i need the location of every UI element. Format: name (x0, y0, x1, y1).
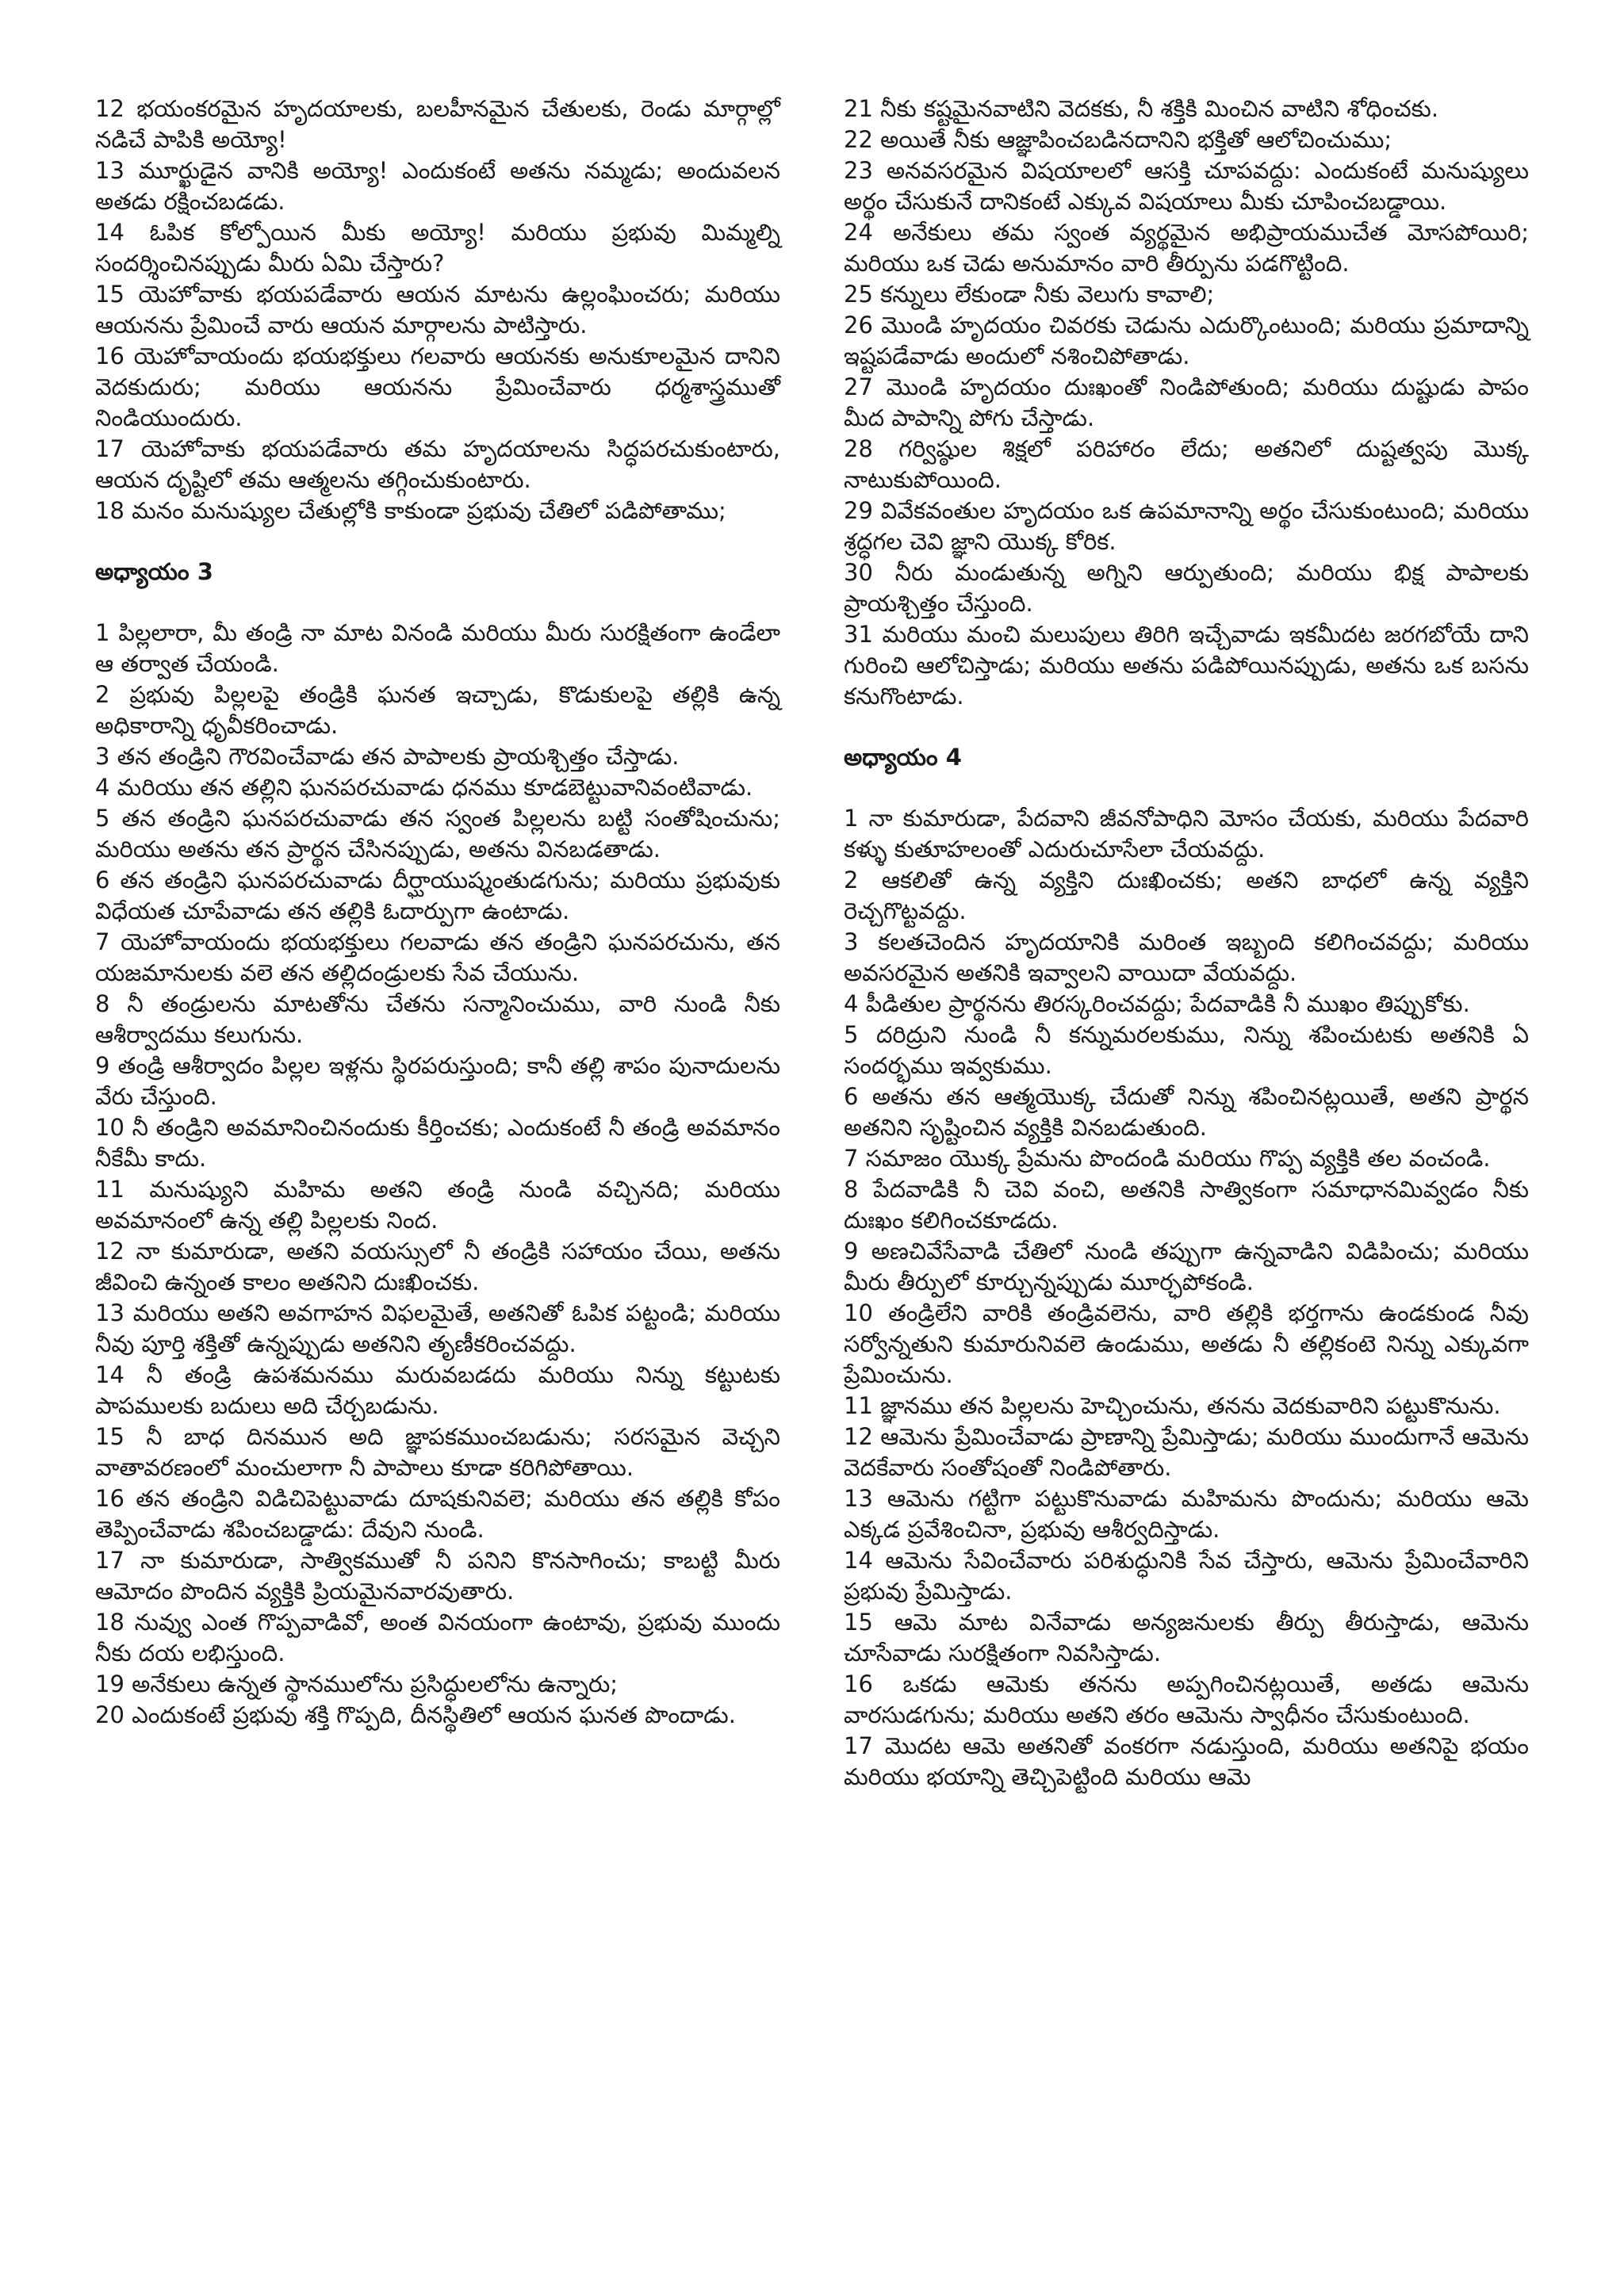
verse: 1 పిల్లలారా, మీ తండ్రి నా మాట వినండి మరియు మీరు సురక్షితంగా ఉండేలా ఆ తర్వాత చేయండి. (95, 619, 780, 677)
verse: 5 తన తండ్రిని ఘనపరచువాడు తన స్వంత పిల్లలను బట్టి సంతోషించును; మరియు అతను తన ప్రార్థన చేసినప్పుడు, అతను వినబడతాడు. (95, 805, 780, 863)
verse: 4 పీడితుల ప్రార్థనను తిరస్కరించవద్దు; పేదవాడికి నీ ముఖం తిప్పుకోకు. (844, 990, 1470, 1017)
verse: 5 దరిద్రుని నుండి నీ కన్నుమరలకుము, నిన్ను శపించుటకు అతనికి ఏ సందర్భము ఇవ్వకుము. (844, 1021, 1529, 1079)
verse: 20 ఎందుకంటే ప్రభువు శక్తి గొప్పది, దీనస్థితిలో ఆయన ఘనత పొందాడు. (95, 1701, 736, 1728)
verse: 10 తండ్రిలేని వారికి తండ్రివలెను, వారి తల్లికి భర్తగాను ఉండకుండ నీవు సర్వోన్నతుని కుమారునివలె ఉండుము, అతడు నీ తల్లికంటె నిన్ను ఎక్కువగా ప్రేమించును. (844, 1299, 1529, 1388)
verse: 16 ఒకడు ఆమెకు తనను అప్పగించినట్లయితే, అతడు ఆమెను వారసుడగును; మరియు అతని తరం ఆమెను స్వాధీనం చేసుకుంటుంది. (844, 1670, 1529, 1728)
verse: 27 మొండి హృదయం దుఃఖంతో నిండిపోతుంది; మరియు దుష్టుడు పాపం మీద పాపాన్ని పోగు చేస్తాడు. (844, 373, 1529, 431)
verse: 15 నీ బాధ దినమున అది జ్ఞాపకముంచబడును; సరసమైన వెచ్చని వాతావరణంలో మంచులాగా నీ పాపాలు కూడా కరిగిపోతాయి. (95, 1423, 780, 1481)
left-verses-top (95, 94, 780, 526)
left-column (95, 94, 780, 2233)
left-verses-bottom (95, 618, 780, 1731)
verse: 16 యెహోవాయందు భయభక్తులు గలవారు ఆయనకు అనుకూలమైన దానిని వెదకుదురు; మరియు ఆయనను ప్రేమించేవారు ధర్మశాస్త్రముతో నిండియుందురు. (95, 342, 780, 431)
verse: 14 నీ తండ్రి ఉపశమనము మరువబడదు మరియు నిన్ను కట్టుటకు పాపములకు బదులు అది చేర్చబడును. (95, 1361, 780, 1419)
verse: 8 నీ తండ్రులను మాటతోను చేతను సన్మానించుము, వారి నుండి నీకు ఆశీర్వాదము కలుగును. (95, 990, 780, 1048)
verse: 24 అనేకులు తమ స్వంత వ్యర్థమైన అభిప్రాయముచేత మోసపోయిరి; మరియు ఒక చెడు అనుమానం వారి తీర్పును పడగొట్టింది. (844, 219, 1529, 277)
verse: 6 తన తండ్రిని ఘనపరచువాడు దీర్ఘాయుష్మంతుడగును; మరియు ప్రభువుకు విధేయత చూపేవాడు తన తల్లికి ఓదార్పుగా ఉంటాడు. (95, 867, 780, 924)
verse: 12 నా కుమారుడా, అతని వయస్సులో నీ తండ్రికి సహాయం చేయి, అతను జీవించి ఉన్నంత కాలం అతనిని దుఃఖించకు. (95, 1238, 780, 1295)
verse: 2 ఆకలితో ఉన్న వ్యక్తిని దుఃఖించకు; అతని బాధలో ఉన్న వ్యక్తిని రెచ్చగొట్టవద్దు. (844, 867, 1529, 924)
right-verses-bottom (844, 803, 1529, 1793)
verse: 1 నా కుమారుడా, పేదవాని జీవనోపాధిని మోసం చేయకు, మరియు పేదవారి కళ్ళు కుతూహలంతో ఎదురుచూసేలా చేయవద్దు. (844, 805, 1529, 863)
chapter-heading: అధ్యాయం 3 (95, 558, 213, 585)
verse: 28 గర్విష్ఠుల శిక్షలో పరిహారం లేదు; అతనిలో దుష్టత్వపు మొక్క నాటుకుపోయింది. (844, 435, 1529, 493)
verse: 11 జ్ఞానము తన పిల్లలను హెచ్చించును, తనను వెదకువారిని పట్టుకొనును. (844, 1392, 1501, 1419)
verse: 3 కలతచెందిన హృదయానికి మరింత ఇబ్బంది కలిగించవద్దు; మరియు అవసరమైన అతనికి ఇవ్వాలని వాయిదా వేయవద్దు. (844, 928, 1529, 986)
verse: 19 అనేకులు ఉన్నత స్థానములోను ప్రసిద్ధులలోను ఉన్నారు; (95, 1670, 619, 1697)
verse: 13 మరియు అతని అవగాహన విఫలమైతే, అతనితో ఓపిక పట్టండి; మరియు నీవు పూర్తి శక్తితో ఉన్నప్పుడు అతనిని తృణీకరించవద్దు. (95, 1299, 780, 1357)
verse: 25 కన్నులు లేకుండా నీకు వెలుగు కావాలి; (844, 281, 1215, 308)
verse: 10 నీ తండ్రిని అవమానించినందుకు కీర్తించకు; ఎందుకంటే నీ తండ్రి అవమానం నీకేమీ కాదు. (95, 1114, 780, 1172)
verse: 12 భయంకరమైన హృదయాలకు, బలహీనమైన చేతులకు, రెండు మార్గాల్లో నడిచే పాపికి అయ్యో! (95, 95, 780, 153)
verse: 29 వివేకవంతుల హృదయం ఒక ఉపమానాన్ని అర్థం చేసుకుంటుంది; మరియు శ్రద్ధగల చెవి జ్ఞాని యొక్క కోరిక. (844, 497, 1529, 555)
verse: 17 యెహోవాకు భయపడేవారు తమ హృదయాలను సిద్ధపరచుకుంటారు, ఆయన దృష్టిలో తమ ఆత్మలను తగ్గించుకుంటారు. (95, 435, 780, 493)
right-verses-top (844, 94, 1529, 712)
verse: 26 మొండి హృదయం చివరకు చెడును ఎదుర్కొంటుంది; మరియు ప్రమాదాన్ని ఇష్టపడేవాడు అందులో నశించిపోతాడు. (844, 312, 1529, 369)
verse: 11 మనుష్యుని మహిమ అతని తండ్రి నుండి వచ్చినది; మరియు అవమానంలో ఉన్న తల్లి పిల్లలకు నింద. (95, 1176, 780, 1234)
verse: 17 మొదట ఆమె అతనితో వంకరగా నడుస్తుంది, మరియు అతనిపై భయం మరియు భయాన్ని తెచ్చిపెట్టింది మరియు ఆమె (844, 1732, 1529, 1790)
verse: 13 మూర్ఖుడైన వానికి అయ్యో! ఎందుకంటే అతను నమ్మడు; అందువలన అతడు రక్షించబడడు. (95, 157, 780, 215)
verse: 15 ఆమె మాట వినేవాడు అన్యజనులకు తీర్పు తీరుస్తాడు, ఆమెను చూసేవాడు సురక్షితంగా నివసిస్తాడు. (844, 1609, 1529, 1667)
verse: 9 తండ్రి ఆశీర్వాదం పిల్లల ఇళ్లను స్థిరపరుస్తుంది; కానీ తల్లి శాపం పునాదులను వేరు చేస్తుంది. (95, 1052, 780, 1110)
verse: 4 మరియు తన తల్లిని ఘనపరచువాడు ధనము కూడబెట్టువానివంటివాడు. (95, 774, 753, 801)
verse: 3 తన తండ్రిని గౌరవించేవాడు తన పాపాలకు ప్రాయశ్చిత్తం చేస్తాడు. (95, 743, 680, 770)
verse: 9 అణచివేసేవాడి చేతిలో నుండి తప్పుగా ఉన్నవాడిని విడిపించు; మరియు మీరు తీర్పులో కూర్చున్నప్పుడు మూర్ఛపోకండి. (844, 1238, 1529, 1295)
verse: 14 ఆమెను సేవించేవారు పరిశుద్ధునికి సేవ చేస్తారు, ఆమెను ప్రేమించేవారిని ప్రభువు ప్రేమిస్తాడు. (844, 1547, 1529, 1605)
verse: 30 నీరు మండుతున్న అగ్నిని ఆర్పుతుంది; మరియు భిక్ష పాపాలకు ప్రాయశ్చిత్తం చేస్తుంది. (844, 559, 1529, 617)
verse: 18 నువ్వు ఎంత గొప్పవాడివో, అంత వినయంగా ఉంటావు, ప్రభువు ముందు నీకు దయ లభిస్తుంది. (95, 1609, 780, 1667)
verse: 13 ఆమెను గట్టిగా పట్టుకొనువాడు మహిమను పొందును; మరియు ఆమె ఎక్కడ ప్రవేశించినా, ప్రభువు ఆశీర్వదిస్తాడు. (844, 1485, 1529, 1543)
verse: 2 ప్రభువు పిల్లలపై తండ్రికి ఘనత ఇచ్చాడు, కొడుకులపై తల్లికి ఉన్న అధికారాన్ని ధృవీకరించాడు. (95, 681, 780, 739)
verse: 16 తన తండ్రిని విడిచిపెట్టువాడు దూషకునివలె; మరియు తన తల్లికి కోపం తెప్పించేవాడు శపించబడ్డాడు: దేవుని నుండి. (95, 1485, 780, 1543)
verse: 22 అయితే నీకు ఆజ్ఞాపించబడినదానిని భక్తితో ఆలోచించుము; (844, 126, 1392, 153)
verse: 23 అనవసరమైన విషయాలలో ఆసక్తి చూపవద్దు: ఎందుకంటే మనుష్యులు అర్థం చేసుకునే దానికంటే ఎక్కువ విషయాలు మీకు చూపించబడ్డాయి. (844, 157, 1529, 215)
chapter-heading: అధ్యాయం 4 (844, 744, 962, 771)
verse: 7 యెహోవాయందు భయభక్తులు గలవాడు తన తండ్రిని ఘనపరచును, తన యజమానులకు వలె తన తల్లిదండ్రులకు సేవ చేయును. (95, 928, 780, 986)
verse: 14 ఓపిక కోల్పోయిన మీకు అయ్యో! మరియు ప్రభువు మిమ్మల్ని సందర్శించినప్పుడు మీరు ఏమి చేస్తారు? (95, 219, 780, 277)
verse: 31 మరియు మంచి మలుపులు తిరిగి ఇచ్చేవాడు ఇకమీదట జరగబోయే దాని గురించి ఆలోచిస్తాడు; మరియు అతను పడిపోయినప్పుడు, అతను ఒక బసను కనుగొంటాడు. (844, 621, 1529, 710)
verse: 21 నీకు కష్టమైనవాటిని వెదకకు, నీ శక్తికి మించిన వాటిని శోధించకు. (844, 95, 1439, 122)
right-column (844, 94, 1529, 2233)
verse: 6 అతను తన ఆత్మయొక్క చేదుతో నిన్ను శపించినట్లయితే, అతని ప్రార్థన అతనిని సృష్టించిన వ్యక్తికి వినబడుతుంది. (844, 1083, 1529, 1141)
verse: 18 మనం మనుష్యుల చేతుల్లోకి కాకుండా ప్రభువు చేతిలో పడిపోతాము; (95, 497, 726, 524)
verse: 7 సమాజం యొక్క ప్రేమను పొందండి మరియు గొప్ప వ్యక్తికి తల వంచండి. (844, 1145, 1491, 1172)
verse: 12 ఆమెను ప్రేమించేవాడు ప్రాణాన్ని ప్రేమిస్తాడు; మరియు ముందుగానే ఆమెను వెదకేవారు సంతోషంతో నిండిపోతారు. (844, 1423, 1529, 1481)
verse: 15 యెహోవాకు భయపడేవారు ఆయన మాటను ఉల్లంఘించరు; మరియు ఆయనను ప్రేమించే వారు ఆయన మార్గాలను పాటిస్తారు. (95, 281, 780, 339)
verse: 17 నా కుమారుడా, సాత్వికముతో నీ పనిని కొనసాగించు; కాబట్టి మీరు ఆమోదం పొందిన వ్యక్తికి ప్రియమైనవారవుతారు. (95, 1547, 780, 1605)
verse: 8 పేదవాడికి నీ చెవి వంచి, అతనికి సాత్వికంగా సమాధానమివ్వడం నీకు దుఃఖం కలిగించకూడదు. (844, 1176, 1529, 1234)
